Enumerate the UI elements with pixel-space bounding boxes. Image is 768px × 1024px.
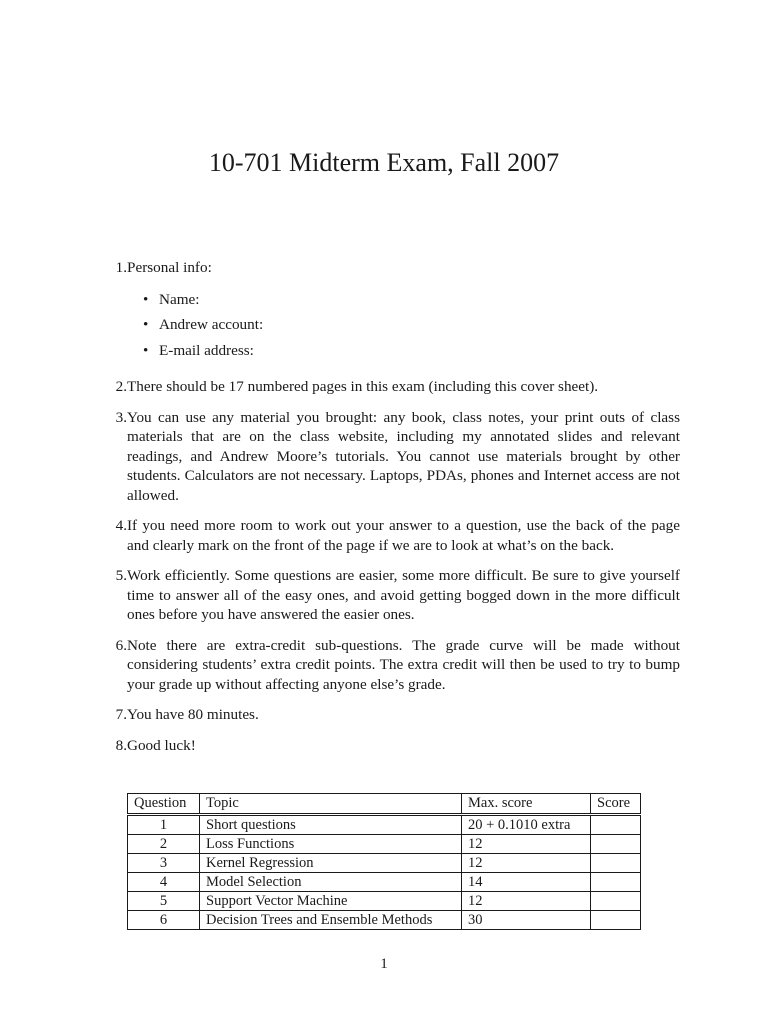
score-cell[interactable]: [591, 835, 641, 854]
question-cell: 1: [128, 815, 200, 835]
instruction-item: [108, 566, 680, 625]
bullet-text: E-mail address:: [159, 341, 254, 359]
list-item: [143, 341, 680, 361]
table-row: [128, 911, 641, 930]
instruction-number: 1.: [115, 259, 127, 276]
table-row: [128, 854, 641, 873]
instruction-item: [108, 258, 680, 366]
topic-cell: Model Selection: [200, 873, 462, 892]
instruction-text: Good luck!: [127, 736, 196, 754]
instruction-text: Work efficiently. Some questions are easier, some more difficult. Be sure to give yourself time to answer all of the easy ones, and avoid getting bogged down in the more difficult ones before you have answered the easier ones.: [127, 567, 680, 623]
instruction-item: [108, 636, 680, 695]
personal-info-list: [127, 290, 680, 361]
question-cell: 4: [128, 873, 200, 892]
topic-cell: Short questions: [200, 815, 462, 835]
table-row: [128, 835, 641, 854]
question-cell: 5: [128, 892, 200, 911]
max-score-cell: 30: [462, 911, 591, 930]
bullet-text: Andrew account:: [159, 316, 264, 333]
bullet-icon: •: [143, 290, 149, 308]
instruction-number: 3.: [115, 408, 127, 426]
instruction-item: [108, 516, 680, 555]
topic-cell: Kernel Regression: [200, 854, 462, 873]
table-row: [128, 892, 641, 911]
instruction-item: [108, 736, 680, 756]
instruction-text: You can use any material you brought: any book, class notes, your print outs of class materials that are on the class website, including my annotated slides and relevant readings, and Andrew Moore’s tutorials. You cannot use materials brought by other students. Calculators are not necessary. Laptops, PDAs, phones and Internet access are not allowed.: [127, 408, 680, 504]
score-cell[interactable]: [591, 892, 641, 911]
table-row: [128, 815, 641, 835]
score-cell[interactable]: [591, 815, 641, 835]
topic-cell: Loss Functions: [200, 835, 462, 854]
exam-title: 10-701 Midterm Exam, Fall 2007: [208, 148, 560, 177]
max-score-cell: 12: [462, 854, 591, 873]
column-header-max-score: Max. score: [462, 794, 591, 815]
instruction-text: If you need more room to work out your answer to a question, use the back of the page and clearly mark on the front of the page if we are to look at what’s on the back.: [127, 517, 680, 554]
instruction-number: 7.: [115, 706, 127, 723]
column-header-question: Question: [128, 794, 200, 815]
instruction-text: Personal info:: [127, 259, 212, 276]
table-header-row: [128, 794, 641, 815]
page-number: 1: [380, 956, 388, 972]
score-cell[interactable]: [591, 873, 641, 892]
bullet-text: Name:: [159, 290, 200, 308]
column-header-score: Score: [591, 794, 641, 815]
instruction-item: [108, 377, 680, 397]
max-score-cell: 20 + 0.1010 extra: [462, 815, 591, 835]
instructions-list: [108, 258, 680, 766]
instruction-number: 5.: [115, 567, 127, 584]
topic-cell: Support Vector Machine: [200, 892, 462, 911]
max-score-cell: 14: [462, 873, 591, 892]
list-item: [143, 290, 680, 310]
max-score-cell: 12: [462, 892, 591, 911]
instruction-text: Note there are extra-credit sub-questions. The grade curve will be made without considering students’ extra credit points. The extra credit will then be used to try to bump your grade up without affecting anyone else’s grade.: [127, 636, 680, 693]
instruction-item: [108, 705, 680, 725]
instruction-text: There should be 17 numbered pages in this exam (including this cover sheet).: [127, 378, 599, 395]
topic-cell: Decision Trees and Ensemble Methods: [200, 911, 462, 930]
instruction-number: 8.: [115, 736, 127, 754]
table-row: [128, 873, 641, 892]
instruction-item: [108, 408, 680, 506]
instruction-text: You have 80 minutes.: [127, 706, 259, 723]
score-cell[interactable]: [591, 911, 641, 930]
instruction-number: 4.: [115, 517, 127, 534]
list-item: [143, 315, 680, 335]
score-cell[interactable]: [591, 854, 641, 873]
bullet-icon: •: [143, 316, 149, 333]
instruction-number: 6.: [115, 636, 127, 654]
column-header-topic: Topic: [200, 794, 462, 815]
max-score-cell: 12: [462, 835, 591, 854]
question-cell: 2: [128, 835, 200, 854]
score-table: [127, 793, 641, 930]
instruction-number: 2.: [115, 378, 127, 395]
bullet-icon: •: [143, 341, 149, 359]
question-cell: 3: [128, 854, 200, 873]
question-cell: 6: [128, 911, 200, 930]
